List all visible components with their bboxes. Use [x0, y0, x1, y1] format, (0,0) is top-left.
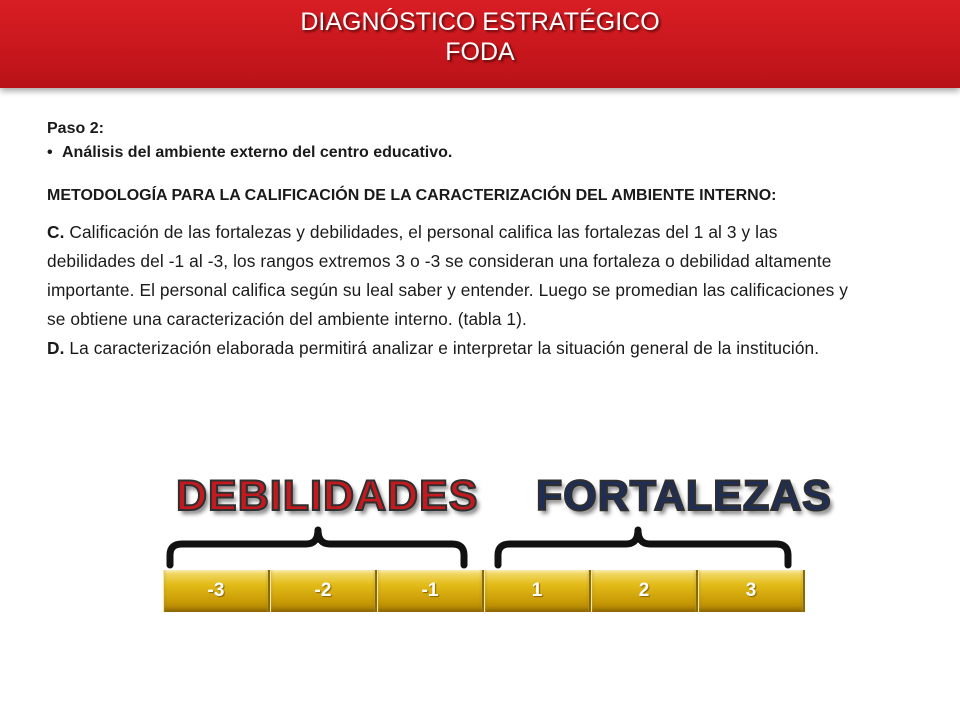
bullet-text: Análisis del ambiente externo del centro educativo. [62, 144, 453, 161]
scale-cell-2: 2 [591, 570, 698, 612]
scale-cell-3: 3 [698, 570, 805, 612]
weaknesses-brace-icon [170, 530, 464, 565]
paragraph-d-letter: D. [47, 338, 65, 358]
methodology-title: METODOLOGÍA PARA LA CALIFICACIÓN DE LA CARACTERIZACIÓN DEL AMBIENTE INTERNO: [47, 187, 777, 204]
paragraph-c-letter: C. [47, 222, 65, 242]
title-line-2: FODA [445, 38, 515, 66]
scale-cell-minus-1: -1 [377, 570, 484, 612]
bullet-icon: • [47, 144, 53, 161]
scale-cell-1: 1 [484, 570, 591, 612]
scale-cell-minus-2: -2 [270, 570, 377, 612]
paragraph-c-text: Calificación de las fortalezas y debilidades, el personal califica las fortalezas del 1 al 3 y las debilidades del -1 al -3, los rangos extremos 3 o -3 se consideran una fortaleza o debilidad altamente importante. El personal califica según su leal saber y entender. Luego se promedian las calificaciones y se obtiene una caracterización del ambiente interno. (tabla 1). [47, 222, 848, 329]
step-heading: Paso 2: [47, 120, 104, 137]
paragraph-d-text: La caracterización elaborada permitirá analizar e interpretar la situación general de la institución. [64, 338, 820, 358]
strengths-label: FORTALEZAS [536, 472, 832, 520]
scale-cell-minus-3: -3 [163, 570, 270, 612]
rating-scale [163, 570, 805, 612]
weaknesses-label: DEBILIDADES [176, 472, 479, 520]
title-line-1: DIAGNÓSTICO ESTRATÉGICO [300, 8, 660, 36]
strengths-brace-icon [498, 530, 788, 565]
